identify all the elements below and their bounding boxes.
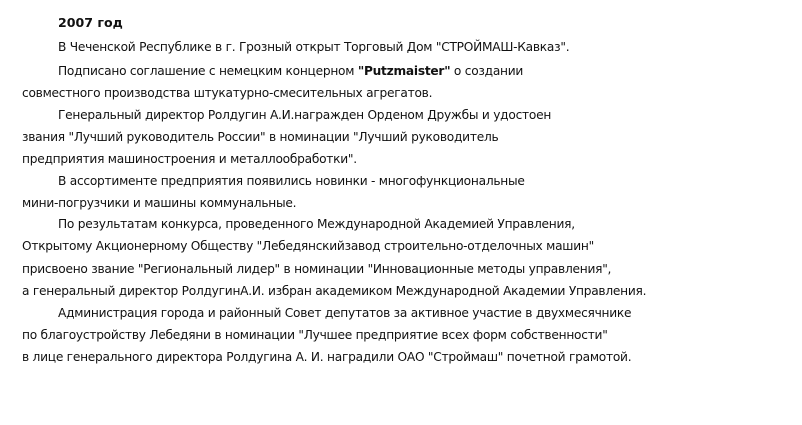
text-line-11: присвоено звание "Региональный лидер" в номинации "Инновационные методы управления",	[22, 262, 612, 276]
text-line-12: а генеральный директор РолдугинА.И. избран академиком Международной Академии Управления.	[22, 284, 647, 298]
text-line-4: Генеральный директор Ролдугин А.И.награжден Орденом Дружбы и удостоен	[58, 108, 552, 122]
text-line-3: совместного производства штукатурно-смесительных агрегатов.	[22, 86, 433, 100]
text-line-2-part-2: о создании	[450, 64, 524, 78]
text-line-2	[58, 63, 523, 79]
text-line-9: По результатам конкурса, проведенного Международной Академией Управления,	[58, 217, 575, 231]
text-line-15: в лице генерального директора Ролдугина А. И. наградили ОАО "Строймаш" почетной грамотой.	[22, 350, 632, 364]
text-line-7: В ассортименте предприятия появились новинки - многофункциональные	[58, 174, 525, 188]
text-line-5: звания "Лучший руководитель России" в номинации "Лучший руководитель	[22, 130, 499, 144]
text-line-13: Администрация города и районный Совет депутатов за активное участие в двухмесячнике	[58, 306, 632, 320]
text-line-10: Открытому Акционерному Обществу "Лебедянскийзавод строительно-отделочных машин"	[22, 239, 594, 253]
text-line-1: В Чеченской Республике в г. Грозный открыт Торговый Дом "СТРОЙМАШ-Кавказ".	[58, 40, 570, 54]
text-line-6: предприятия машиностроения и металлообработки".	[22, 152, 357, 166]
text-line-14: по благоустройству Лебедяни в номинации "Лучшее предприятие всех форм собственности"	[22, 328, 608, 342]
text-line-2-part-1: Подписано соглашение с немецким концерном	[58, 64, 358, 78]
brand-putzmaister: "Putzmaister"	[357, 64, 451, 78]
year-heading: 2007 год	[58, 15, 123, 30]
text-line-8: мини-погрузчики и машины коммунальные.	[22, 196, 297, 210]
